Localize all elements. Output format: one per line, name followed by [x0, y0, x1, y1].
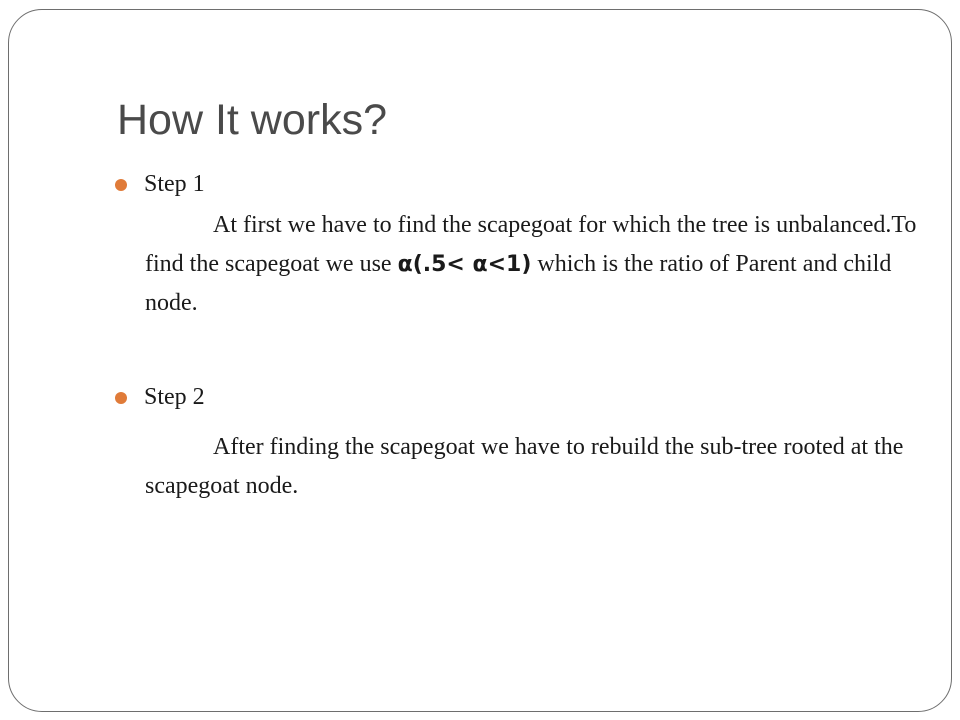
step-1-heading: Step 1 — [144, 171, 205, 197]
step-1-description — [145, 206, 935, 323]
step-1-bullet — [115, 171, 205, 198]
alpha-range-formula: α(.5< α<1) — [397, 252, 532, 277]
step-1-text-before: At first we have to find the scapegoat for which the tree is unbalanced.To find the scapegoat we use — [145, 212, 917, 277]
step-2-heading: Step 2 — [144, 384, 205, 410]
slide-frame — [8, 9, 952, 712]
bullet-dot-icon — [115, 179, 127, 191]
step-2-bullet — [115, 384, 205, 411]
step-1-text-after: which is the ratio of Parent and child node. — [145, 251, 892, 316]
bullet-dot-icon — [115, 392, 127, 404]
slide-title: How It works? — [117, 96, 388, 144]
step-2-description: After finding the scapegoat we have to rebuild the sub-tree rooted at the scapegoat node. — [145, 434, 904, 499]
